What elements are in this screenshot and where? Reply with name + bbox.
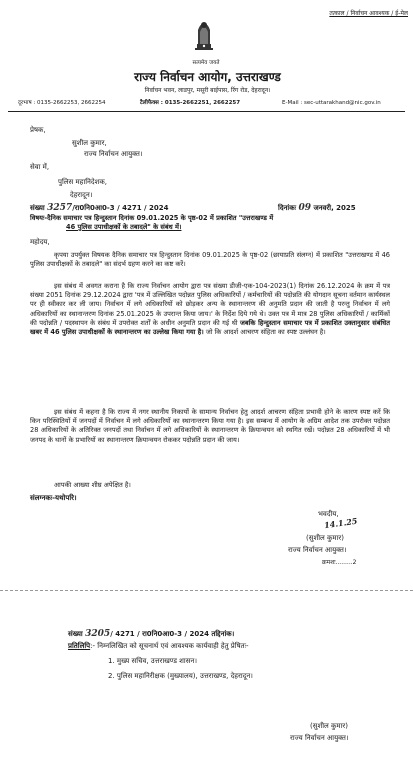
signatory-designation: राज्य निर्वाचन आयुक्त।: [288, 546, 347, 554]
signatory-name: (सुशील कुमार): [306, 534, 344, 542]
phone: दूरभाष : 0135-2662253, 2662254: [18, 100, 106, 106]
signature-scribble: 14.1.25: [323, 515, 358, 531]
org-title: राज्य निर्वाचन आयोग, उत्तराखण्ड: [134, 70, 281, 84]
paragraph-3: इस संबंध में कहना है कि राज्य में नगर स्थानीय निकायों के सामान्य निर्वाचन हेतु आदर्श आचरण संहिता प्रभावी होने के कारण स्पष्ट करें कि किन परिस्थितियों में जनपदों में निर्वाचन में लगे अधिकारियों का स्थानान्तरण किया गया है। इस सम्बन्ध में आयोग के अग्रिम आदेश तक उपरोक्त पदोन्नत 28 अधिकारियों के अतिरिक्त जनपदों तथा निर्वाचन में लगे अधिकारियों के स्थानान्तरण के क्रियान्वयन को स्थगित रखें। पदोन्नत 28 अधिकारियों में भी जनपद के थानों के प्रभारियों का स्थानान्तरण क्रियान्वयन रोककर पदोन्नति प्रदान की जाय।: [30, 408, 390, 444]
header-rule: [8, 111, 405, 112]
state-emblem-icon: [188, 18, 220, 58]
fax: टैलीफैक्स : 0135-2662251, 2662257: [140, 100, 241, 106]
paragraph-2: इस संबंध में अवगत कराना है कि राज्य निर्वाचन आयोग द्वारा पत्र संख्या डीजी-एक-104-2023(1) दिनांक 26.12.2024 के क्रम में पत्र संख्या 2051 दिनांक 29.12.2024 द्वारा 'पत्र में उल्लिखित पदोन्नत पुलिस अधिकारियों / कर्मचारियों की पदोन्नति की योगदान सूचना वर्तमान कार्यस्थल पर ही स्वीकार कर ली जाय। निर्वाचन में लगे अधिकारियों को छोड़कर अन्य के स्थानान्तरण की अनुमति प्रदान की जाती है परन्तु निर्वाचन में लगे अधिकारियों का स्थानान्तरण दिनांक 25.01.2025 के उपरान्त किया जाय।' के निर्देश दिये गये थे। उक्त पत्र में मात्र 28 पुलिस अधिकारियों / कार्मिकों की पदोन्नति / पदस्थापन के संबंध में उपरोक्त शर्तों के अधीन अनुमति प्रदान की गई थी जबकि हिन्दुस्तान समाचार पत्र में प्रकाशित उक्तानुसार संबंधित खबर में 46 पुलिस उपाधीक्षकों के स्थानान्तरण का उल्लेख किया गया है। जो कि आदर्श आचरण संहिता का स्पष्ट उल्लंघन है।: [30, 282, 390, 337]
subject-line-1: विषयः-दैनिक समाचार पत्र हिन्दुस्तान दिनांक 09.01.2025 के पृष्ठ-02 में प्रकाशित "उत्तराखण्ड में: [30, 214, 274, 222]
closing: भवदीय,: [318, 510, 339, 518]
motto: सत्यमेव जयते: [192, 60, 220, 66]
sender-designation: राज्य निर्वाचन आयुक्त।: [84, 150, 143, 158]
recipient-city: देहरादून।: [70, 191, 93, 199]
recipient-title: पुलिस महानिदेशक,: [58, 178, 107, 186]
subject: [30, 214, 395, 232]
ref-line: संख्या 3257/रा0नि0आ0-3 / 4271 / 2024: [30, 203, 169, 213]
recipient-label: सेवा में,: [30, 163, 50, 171]
page-break: [0, 590, 413, 591]
ref-date: दिनांकः 09 जनवरी, 2025: [278, 203, 356, 213]
priority-line: तत्काल / निर्वाचन आवश्यक / ई-मेल: [329, 10, 408, 17]
org-address: निर्वाचन भवन, लाडपुर, मसूरी बाईपास, रिंग रोड, देहरादून।: [144, 87, 271, 94]
page2-ref: संख्या 3205/ 4271 / रा0नि0आ0-3 / 2024 तद्दिनांक।: [68, 629, 235, 639]
copy-line: प्रतिलिपि:- निम्नलिखित को सूचनार्थ एवं आवश्यक कार्यवाही हेतु प्रेषितः-: [68, 642, 249, 650]
email: E-Mail : sec-uttarakhand@nic.gov.in: [282, 100, 381, 106]
sender-name: सुशील कुमार,: [72, 139, 107, 147]
subject-line-2: 46 पुलिस उपाधीक्षकों के तबादले" के संबंध में।: [66, 223, 182, 231]
copy-item-1: 1. मुख्य सचिव, उत्तराखण्ड शासन।: [108, 657, 198, 665]
continued-marker: क्रमशः.........2: [322, 559, 357, 566]
sender-label: प्रेषक,: [30, 126, 46, 134]
copy-item-2: 2. पुलिस महानिरीक्षक (मुख्यालय), उत्तराखण्ड, देहरादून।: [108, 672, 253, 680]
page2-signatory-designation: राज्य निर्वाचन आयुक्त।: [290, 734, 349, 742]
paragraph-4: आपकी आख्या शीघ्र अपेक्षित है।: [54, 481, 131, 489]
enclosure: संलग्नकः-यथोपरि।: [30, 494, 77, 502]
paragraph-1: कृपया उपर्युक्त विषयक दैनिक समाचार पत्र हिन्दुस्तान दिनांक 09.01.2025 के पृष्ठ-02 (छायाप्रति संलग्न) में प्रकाशित "उत्तराखण्ड में 46 पुलिस उपाधीक्षकों के तबादले" का संदर्भ ग्रहण करने का कष्ट करें।: [30, 251, 390, 269]
salutation: महोदय,: [30, 238, 50, 246]
page2-signatory-name: (सुशील कुमार): [310, 722, 348, 730]
